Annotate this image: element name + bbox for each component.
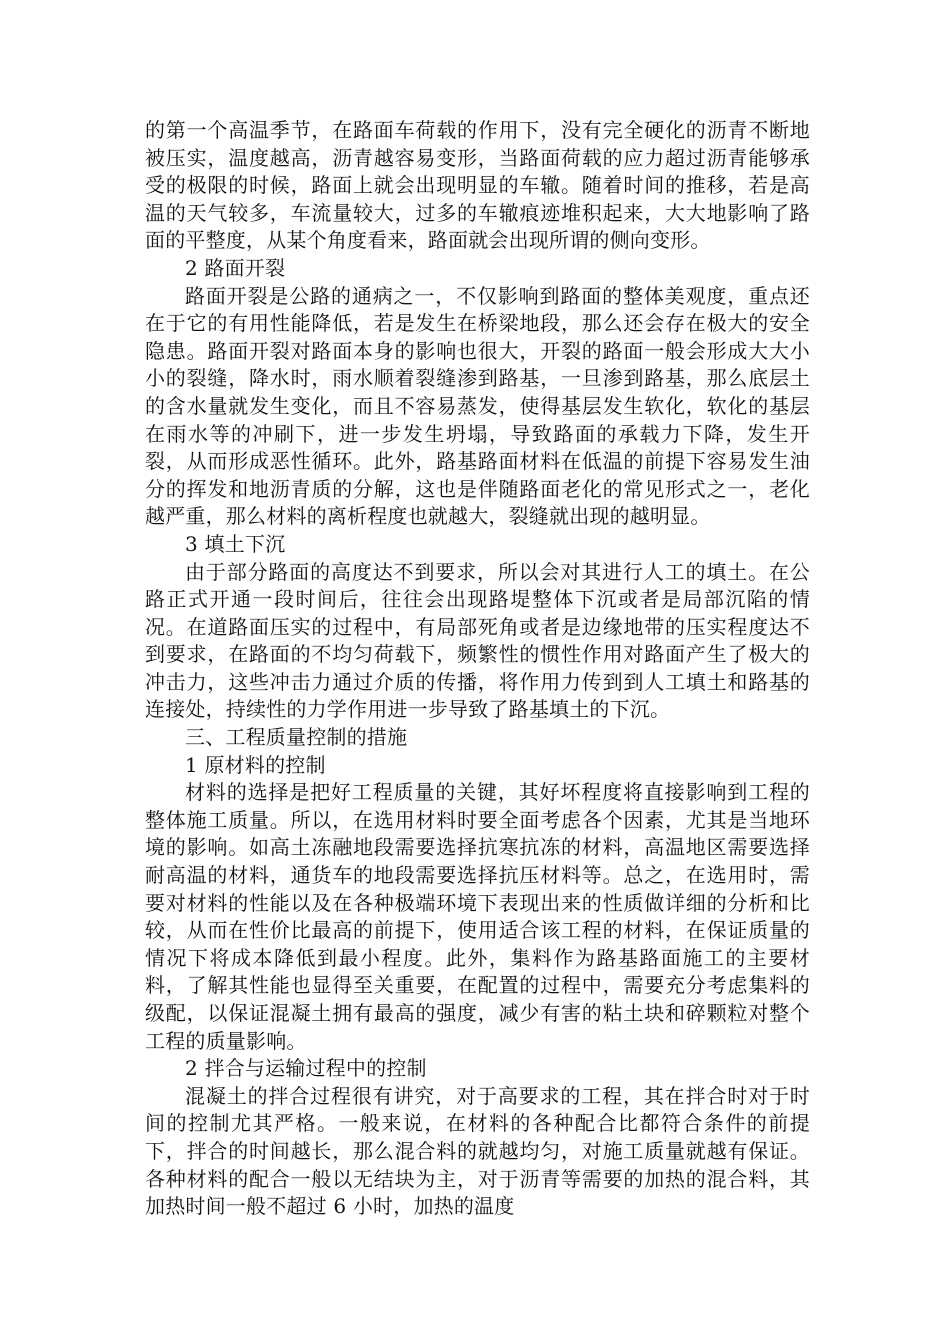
- paragraph-mixing-transport-control: 混凝土的拌合过程很有讲究，对于高要求的工程，其在拌合时对于时间的控制尤其严格。一般来说，在材料的各种配合比都符合条件的前提下，拌合的时间越长，那么混合料的就越均匀，对施工质量就越有保证。各种材料的配合一般以无结块为主，对于沥青等需要的加热的混合料，其加热时间一般不超过 6 小时，加热的温度: [145, 1083, 810, 1219]
- paragraph-road-cracking: 路面开裂是公路的通病之一，不仅影响到路面的整体美观度，重点还在于它的有用性能降低，若是发生在桥梁地段，那么还会存在极大的安全隐患。路面开裂对路面本身的影响也很大，开裂的路面一般会形成大大小小的裂缝，降水时，雨水顺着裂缝渗到路基，一旦渗到路基，那么底层土的含水量就发生变化，而且不容易蒸发，使得基层发生软化，软化的基层在雨水等的冲刷下，进一步发生坍塌，导致路面的承载力下降，发生开裂，从而形成恶性循环。此外，路基路面材料在低温的前提下容易发生油分的挥发和地沥青质的分解，这也是伴随路面老化的常见形式之一，老化越严重，那么材料的离析程度也就越大，裂缝就出现的越明显。: [145, 283, 810, 529]
- document-page: [145, 117, 810, 1221]
- heading-quality-control-measures: 三、工程质量控制的措施: [185, 725, 408, 750]
- heading-fill-settlement: 3 填土下沉: [185, 531, 286, 556]
- paragraph-rutting-continued: 的第一个高温季节，在路面车荷载的作用下，没有完全硬化的沥青不断地被压实，温度越高，沥青越容易变形，当路面荷载的应力超过沥青能够承受的极限的时候，路面上就会出现明显的车辙。随着时间的推移，若是高温的天气较多，车流量较大，过多的车辙痕迹堆积起来，大大地影响了路面的平整度，从某个角度看来，路面就会出现所谓的侧向变形。: [145, 118, 810, 253]
- heading-road-cracking: 2 路面开裂: [185, 255, 286, 280]
- heading-mixing-transport-control: 2 拌合与运输过程中的控制: [185, 1056, 427, 1081]
- heading-raw-material-control: 1 原材料的控制: [185, 752, 326, 777]
- paragraph-raw-material-control: 材料的选择是把好工程质量的关键，其好坏程度将直接影响到工程的整体施工质量。所以，在选用材料时要全面考虑各个因素，尤其是当地环境的影响。如高土冻融地段需要选择抗寒抗冻的材料，高温地区需要选择耐高温的材料，通货车的地段需要选择抗压材料等。总之，在选用时，需要对材料的性能以及在各种极端环境下表现出来的性质做详细的分析和比较，从而在性价比最高的前提下，使用适合该工程的材料，在保证质量的情况下将成本降低到最小程度。此外，集料作为路基路面施工的主要材料，了解其性能也显得至关重要，在配置的过程中，需要充分考虑集料的级配，以保证混凝土拥有最高的强度，减少有害的粘土块和碎颗粒对整个工程的质量影响。: [145, 780, 810, 1053]
- paragraph-fill-settlement: 由于部分路面的高度达不到要求，所以会对其进行人工的填土。在公路正式开通一段时间后，往往会出现路堤整体下沉或者是局部沉陷的情况。在道路面压实的过程中，有局部死角或者是边缘地带的压实程度达不到要求，在路面的不均匀荷载下，频繁性的惯性作用对路面产生了极大的冲击力，这些冲击力通过介质的传播，将作用力传到到人工填土和路基的连接处，持续性的力学作用进一步导致了路基填土的下沉。: [145, 559, 810, 722]
